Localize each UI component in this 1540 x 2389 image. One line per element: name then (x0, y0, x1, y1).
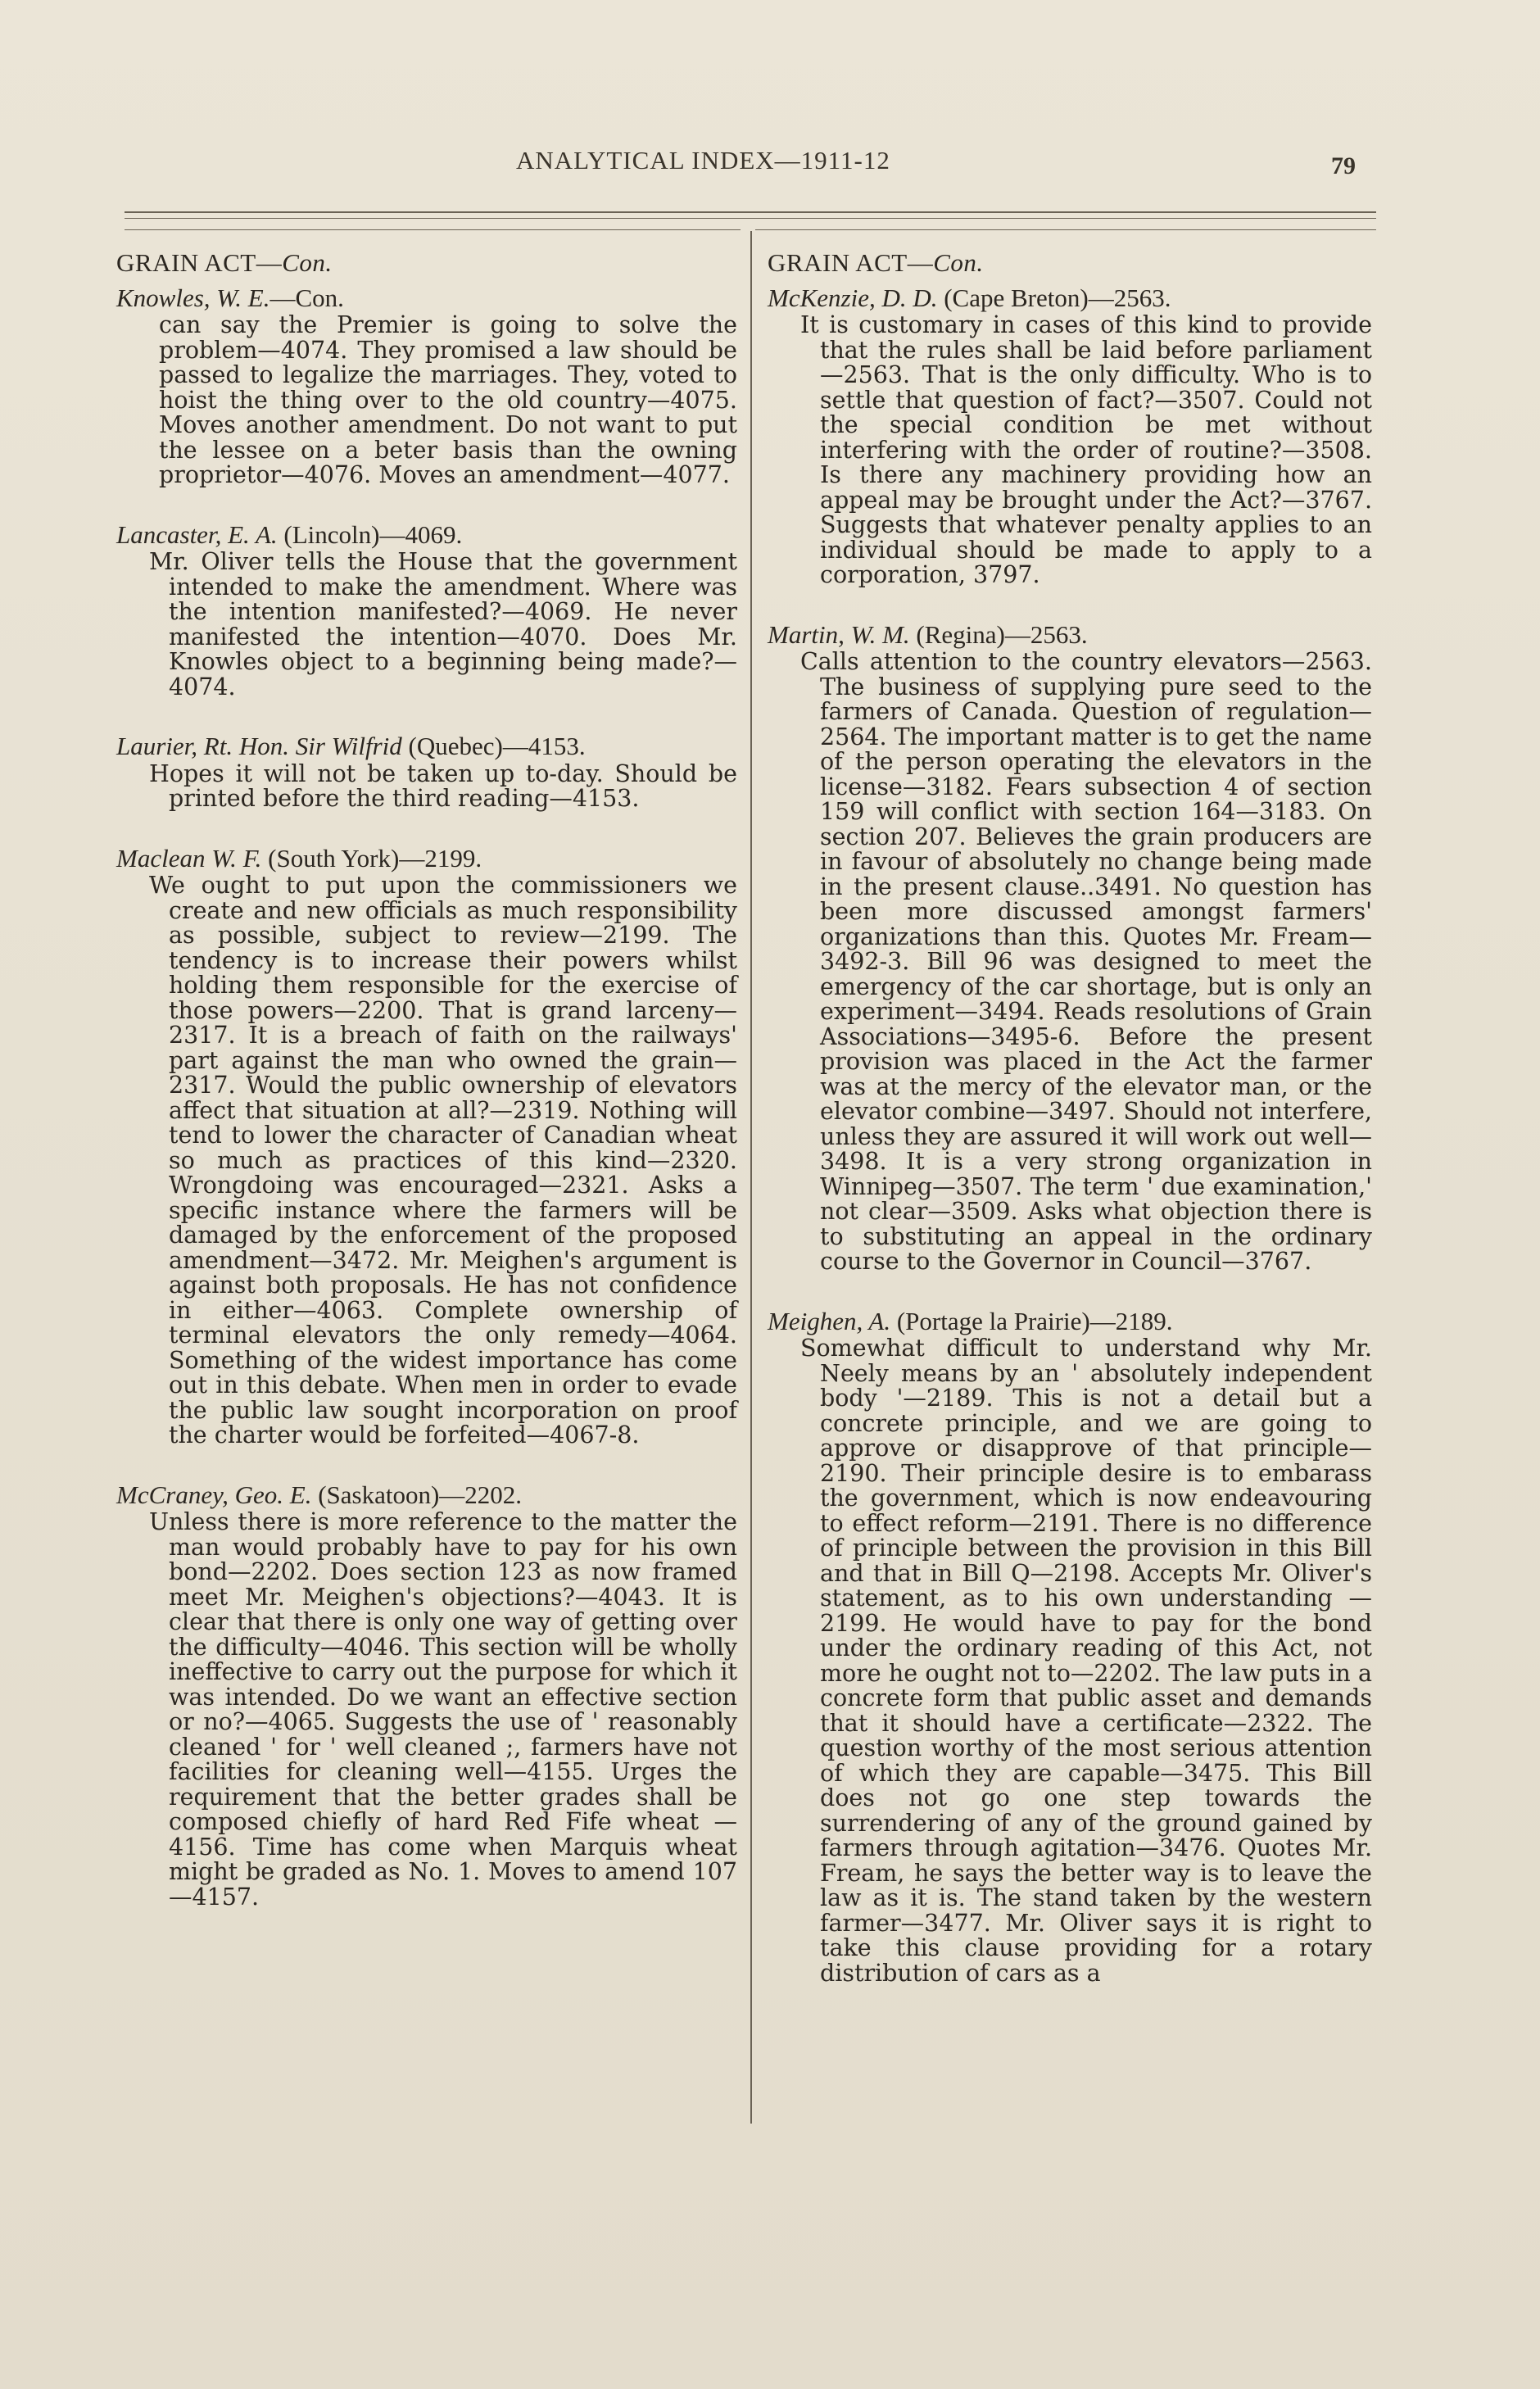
entry-heading (768, 283, 1372, 312)
header-rule-bottom (125, 218, 1376, 219)
entry-heading (116, 734, 737, 759)
member-riding: (Regina)—2563. (909, 619, 1088, 649)
member-riding: (Quebec)—4153. (401, 732, 586, 760)
index-entry (768, 283, 1372, 588)
entry-text: We ought to put upon the commissioners we create and new officials as much responsibility as possible, subject to review—2199. The tendency is to increase their powers whilst holding them responsible for the exercise of those powers—2200. That is grand larceny—2317. It is a breach of faith on the railways' part against the man who owned the grain—2317. Would the public ownership of elevators affect that situation at all?—2319. Nothing will tend to lower the character of Canadian wheat so much as practices of this kind—2320. Wrongdoing was encouraged—2321. Asks a specific instance where the farmers will be damaged by the enforcement of the proposed amendment—3472. Mr. Meighen's argument is against both proposals. He has not confidence in either—4063. Complete ownership of terminal elevators the only remedy—4064. Something of the widest importance has come out in this debate. When men in order to evade the public law sought incorporation on proof the charter would be forfeited—4067-8. (149, 872, 737, 1448)
member-name: Knowles, W. E. (116, 283, 270, 312)
entry-heading (116, 519, 737, 549)
entry-text: Somewhat difficult to understand why Mr. Neely means by an ' absolutely independent body '—2189. This is not a detail but a concrete principle, and we are going to approve or disapprove of that principle—2190. Their principle desire is to embarass the government, which is now endeavouring to effect reform—2191. There is no difference of principle between the provision in this Bill and that in Bill Q—2198. Accepts Mr. Oliver's statement, as to his own understanding —2199. He would have to pay for the bond under the ordinary reading of this Act, not more he ought not to—2202. The law puts in a concrete form that public asset and demands that it should have a certificate—2322. The question worthy of the most serious attention of which they are capable—3475. This Bill does not go one step towards the surrendering of any of the ground gained by farmers through agitation—3476. Quotes Mr. Fream, he says the better way is to leave the law as it is. The stand taken by the western farmer—3477. Mr. Oliver says it is right to take this clause providing for a rotary distribution of cars as a (800, 1335, 1372, 1987)
section-title-con: Con. (282, 248, 333, 277)
member-name: Laurier, Rt. Hon. Sir Wilfrid (116, 732, 402, 760)
entry-text: can say the Premier is going to solve the problem—4074. They promised a law should be passed to legalize the marriages. They, voted to hoist the thing over to the old country—4075. Moves another amendment. Do not want to put the lessee on a beter basis than the owning proprietor—4076. Moves an amendment—4077. (159, 311, 737, 488)
index-entry (116, 1480, 737, 1911)
index-entry (116, 843, 737, 1448)
index-entry (116, 519, 737, 700)
member-riding: —Con. (270, 283, 344, 312)
member-name: Lancaster, E. A. (116, 519, 278, 549)
member-name: Meighen, A. (768, 1306, 891, 1335)
header-rule-top (125, 211, 1376, 213)
entry-heading (768, 1306, 1372, 1335)
member-riding: (Saskatoon)—2202. (311, 1480, 523, 1509)
member-name: McKenzie, D. D. (768, 283, 938, 312)
header-rule-right-under (755, 229, 1376, 230)
member-riding: (Cape Breton)—2563. (937, 283, 1171, 312)
index-entry (116, 283, 737, 488)
entry-heading (116, 283, 737, 312)
member-name: Maclean W. F. (116, 843, 262, 873)
member-name: Martin, W. M. (768, 619, 910, 649)
section-title-text: GRAIN ACT— (116, 248, 283, 277)
page-number: 79 (1331, 152, 1356, 179)
index-entry (768, 619, 1372, 1275)
entry-heading (768, 619, 1372, 649)
entry-text: Unless there is more reference to the matter the man would probably have to pay for his own bond—2202. Does section 123 as now framed meet Mr. Meighen's objections?—4043. It is clear that there is only one way of getting over the difficulty—4046. This section will be wholly ineffective to carry out the purpose for which it was intended. Do we want an effective section or no?—4065. Suggests the use of ' reasonably cleaned ' for ' well cleaned ;, farmers have not facilities for cleaning well—4155. Urges the requirement that the better grades shall be composed chiefly of hard Red Fife wheat —4156. Time has come when Marquis wheat might be graded as No. 1. Moves to amend 107—4157. (149, 1508, 737, 1911)
section-title-text: GRAIN ACT— (768, 248, 934, 277)
index-entry (768, 1306, 1372, 1987)
index-entry (116, 734, 737, 812)
entry-heading (116, 1480, 737, 1509)
entry-heading (116, 843, 737, 873)
entry-text: Hopes it will not be taken up to-day. Should be printed before the third reading—4153. (149, 759, 737, 812)
left-column (116, 243, 737, 1944)
member-riding: (South York)—2199. (261, 843, 482, 873)
entry-text: It is customary in cases of this kind to provide that the rules shall be laid before parliament—2563. That is the only difficulty. Who is to settle that question of fact?—3507. Could not the special condition be met without interfering with the order of routine?—3508. Is there any machinery providing how an appeal may be brought under the Act?—3767. Suggests that whatever penalty applies to an individual should be made to apply to a corporation, 3797. (800, 311, 1372, 588)
member-riding: (Portage la Prairie)—2189. (890, 1306, 1173, 1335)
entry-text: Calls attention to the country elevators—2563. The business of supplying pure seed to the farmers of Canada. Question of regulation—2564. The important matter is to get the name of the person operating the elevators in the license—3182. Fears subsection 4 of section 159 will conflict with section 164—3183. On section 207. Believes the grain producers are in favour of absolutely no change being made in the present clause..3491. No question has been more discussed amongst farmers' organizations than this. Quotes Mr. Fream—3492-3. Bill 96 was designed to meet the emergency of the car shortage, but is only an experiment—3494. Reads resolutions of Grain Associations—3495-6. Before the present provision was placed in the Act the farmer was at the mercy of the elevator man, or the elevator combine—3497. Should not interfere, unless they are assured it will work out well—3498. It is a very strong organization in Winnipeg—3507. The term ' due examination,' not clear—3509. Asks what objection there is to substituting an appeal in the ordinary course to the Governor in Council—3767. (800, 648, 1372, 1275)
section-title (116, 248, 737, 277)
entry-text: Mr. Oliver tells the House that the government intended to make the amendment. Where was the intention manifested?—4069. He never manifested the intention—4070. Does Mr. Knowles object to a beginning being made?—4074. (149, 548, 737, 700)
right-column (768, 243, 1372, 2020)
member-riding: (Lincoln)—4069. (277, 519, 463, 549)
header-rule-left-under (125, 229, 741, 230)
section-title (768, 248, 1372, 277)
running-header: ANALYTICAL INDEX—1911-12 (516, 146, 890, 175)
section-title-con: Con. (933, 248, 984, 277)
column-divider (750, 231, 752, 2124)
member-name: McCraney, Geo. E. (116, 1480, 312, 1509)
